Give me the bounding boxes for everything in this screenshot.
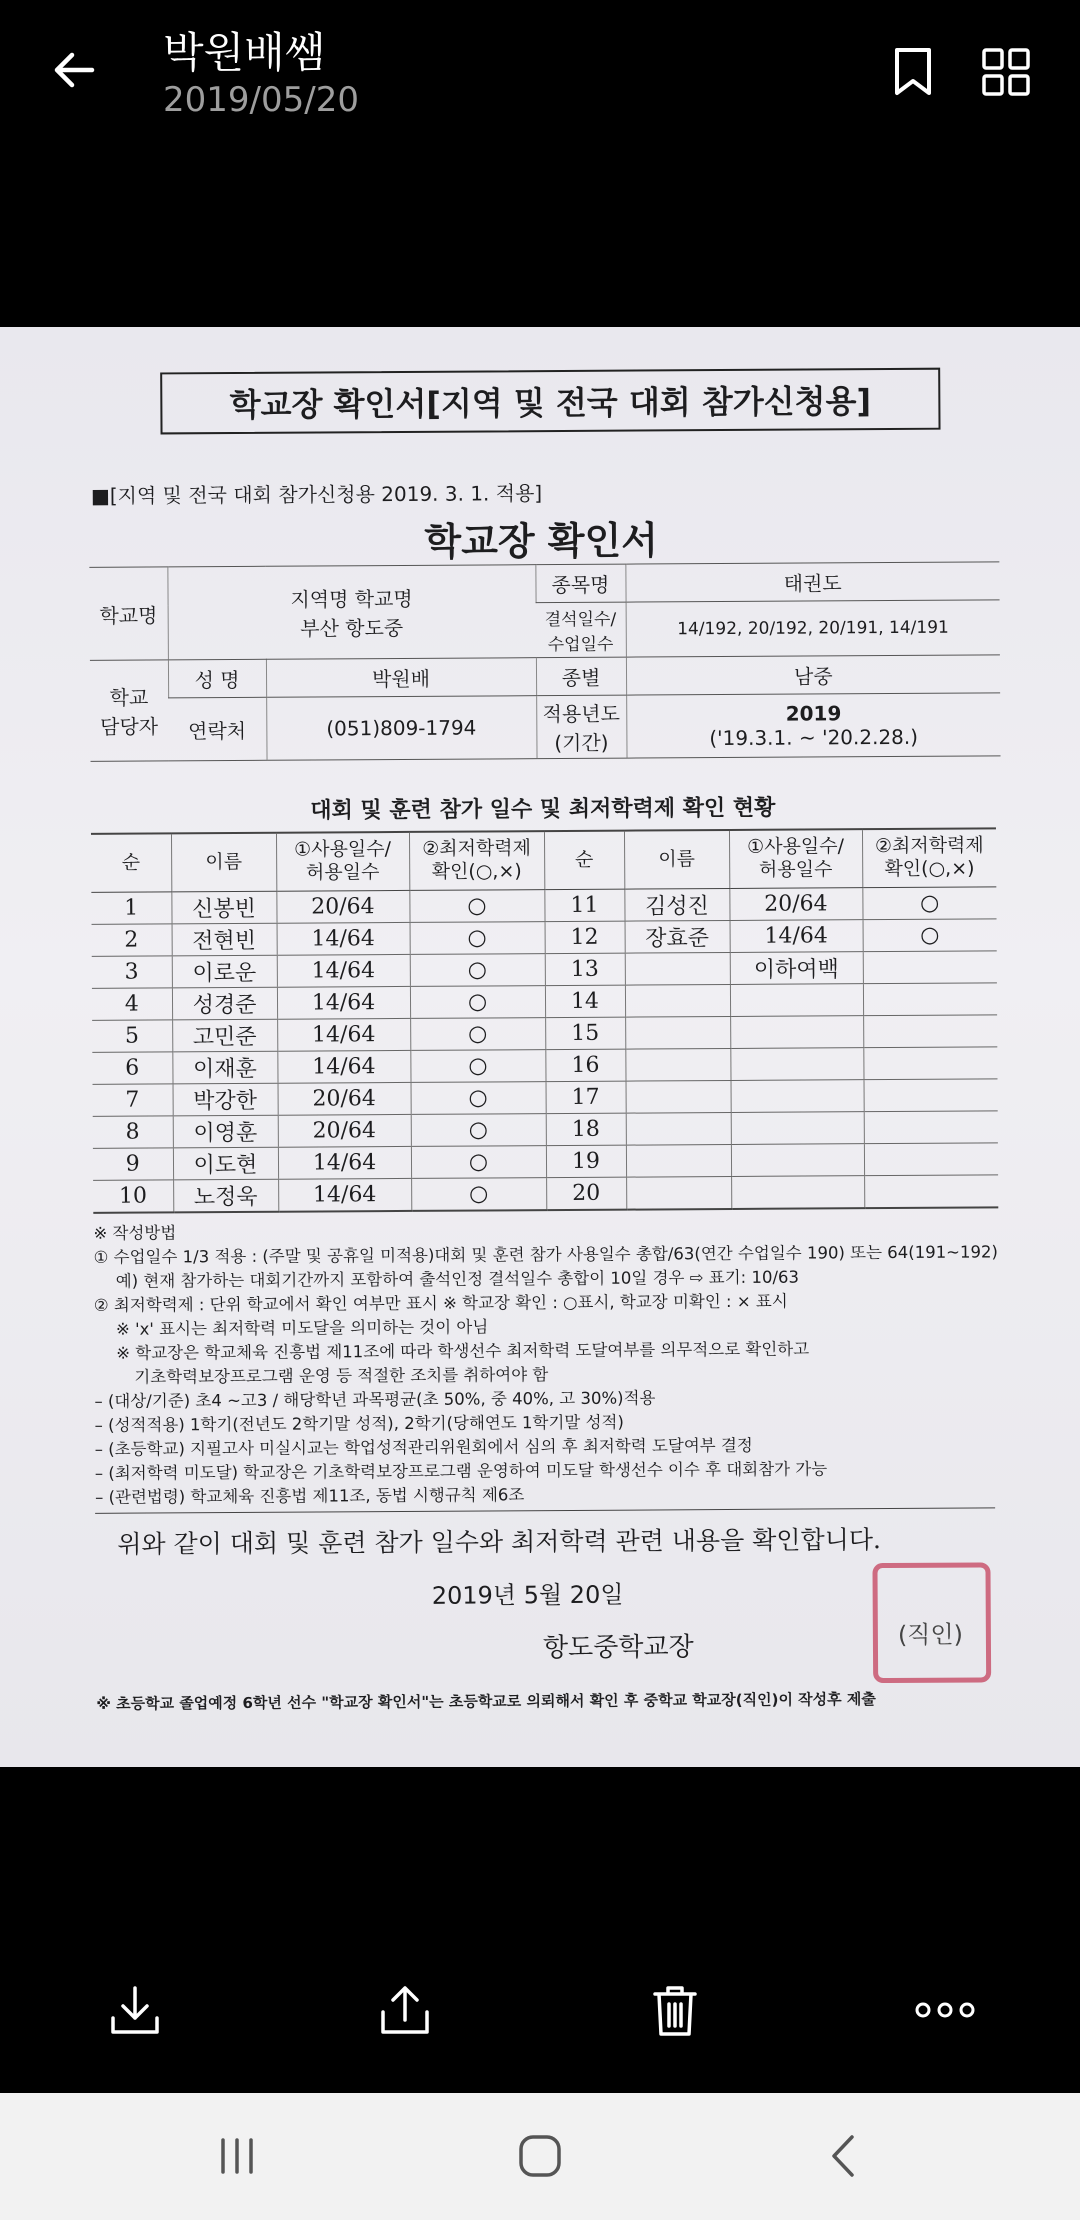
roster-days-cell: [731, 1079, 864, 1112]
roster-name-cell: [625, 1016, 730, 1049]
top-app-bar: [0, 0, 1080, 160]
nav-back-button[interactable]: [808, 2123, 878, 2189]
back-button[interactable]: [44, 40, 104, 100]
note-line: ① 수업일수 1/3 적용 : (주말 및 공휴일 미적용)대회 및 훈련 참가 사용일수 총합/63(연간 수업일수 190) 또는 64(191~192): [93, 1242, 998, 1267]
name-label: 성 명: [168, 659, 266, 698]
share-button[interactable]: [365, 1970, 445, 2050]
roster-check-cell: ○: [862, 886, 996, 919]
roster-no-cell: 19: [546, 1145, 626, 1177]
col-days: ①사용일수/ 허용일수: [276, 832, 409, 891]
more-icon: [915, 2000, 975, 2020]
roster-check-cell: ○: [410, 1049, 545, 1082]
col-name: 이름: [624, 830, 729, 889]
photo-view[interactable]: [0, 327, 1080, 1767]
sport-label: 종목명: [535, 564, 625, 603]
document-sub-heading: ■[지역 및 전국 대회 참가신청용 2019. 3. 1. 적용]: [90, 481, 543, 508]
roster-no-cell: 6: [92, 1051, 172, 1083]
info-table: [89, 561, 1000, 762]
recents-icon: [217, 2136, 257, 2176]
note-line: ② 최저학력제 : 단위 학교에서 확인 여부만 표시 ※ 학교장 확인 : ○표시, 학교장 미확인 : × 표시: [93, 1291, 788, 1315]
roster-name-cell: [626, 1144, 731, 1177]
sign-date: 2019년 5월 20일: [431, 1580, 624, 1610]
roster-days-cell: [731, 1175, 864, 1208]
roster-name-cell: 이재훈: [172, 1051, 277, 1084]
grid-view-button[interactable]: [978, 44, 1034, 100]
col-check: ②최저학력제 확인(○,×): [862, 828, 996, 887]
roster-no-cell: 5: [92, 1019, 172, 1051]
roster-no-cell: 3: [92, 955, 172, 987]
roster-check-cell: [864, 1174, 998, 1207]
bookmark-icon: [894, 47, 932, 97]
roster-days-cell: 14/64: [277, 954, 410, 987]
roster-days-cell: 14/64: [730, 919, 863, 952]
confirmation-text: 위와 같이 대회 및 훈련 참가 일수와 최저학력 관련 내용을 확인합니다.: [117, 1525, 882, 1559]
roster-no-cell: 14: [545, 985, 625, 1017]
roster-check-cell: [863, 1078, 997, 1111]
name-value: 박원배: [266, 658, 536, 698]
roster-days-cell: 14/64: [278, 1146, 411, 1179]
roster-name-cell: [626, 1112, 731, 1145]
download-button[interactable]: [95, 1970, 175, 2050]
roster-name-cell: [626, 1080, 731, 1113]
category-label: 종별: [536, 657, 626, 696]
roster-no-cell: 15: [545, 1017, 625, 1049]
roster-name-cell: [625, 984, 730, 1017]
roster-check-cell: ○: [411, 1145, 546, 1178]
home-button[interactable]: [505, 2123, 575, 2189]
bookmark-button[interactable]: [885, 40, 941, 104]
note-line: ※ 작성방법: [93, 1223, 177, 1243]
note-line: – (관련법령) 학교체육 진흥법 제11조, 동법 시행규칙 제6조: [94, 1485, 525, 1507]
roster-check-cell: ○: [410, 985, 545, 1018]
system-nav-bar: [0, 2093, 1080, 2220]
roster-name-cell: 김성진: [624, 888, 729, 921]
roster-name-cell: [625, 952, 730, 985]
sport-value: 태권도: [625, 562, 999, 602]
album-title: 박원배쌤: [163, 28, 326, 77]
roster-days-cell: 14/64: [277, 986, 410, 1019]
roster-days-cell: [730, 1015, 863, 1048]
roster-check-cell: ○: [409, 889, 544, 922]
trash-icon: [647, 1982, 703, 2038]
roster-no-cell: 7: [93, 1083, 173, 1115]
roster-check-cell: ○: [863, 918, 997, 951]
roster-check-cell: ○: [411, 1081, 546, 1114]
roster-name-cell: 박강한: [173, 1083, 278, 1116]
action-bar: [0, 1940, 1080, 2090]
roster-days-cell: [730, 1047, 863, 1080]
roster-check-cell: [864, 1142, 998, 1175]
year-value: 2019 ('19.3.1. ~ '20.2.28.): [626, 693, 1000, 758]
roster-name-cell: 장효준: [625, 920, 730, 953]
document-title: 학교장 확인서: [424, 518, 659, 564]
photo-date: 2019/05/20: [163, 80, 359, 120]
roster-no-cell: 17: [546, 1081, 626, 1113]
roster-check-cell: [863, 1046, 997, 1079]
roster-check-cell: ○: [411, 1177, 546, 1210]
roster-no-cell: 12: [545, 921, 625, 953]
roster-name-cell: 전현빈: [172, 923, 277, 956]
roster-no-cell: 4: [92, 987, 172, 1019]
note-line: – (대상/기준) 초4 ~고3 / 해당학년 과목평균(초 50%, 중 40%, 고 30%)적용: [94, 1388, 656, 1411]
col-name: 이름: [171, 833, 276, 892]
col-days: ①사용일수/ 허용일수: [729, 829, 862, 888]
recents-button[interactable]: [202, 2123, 272, 2189]
col-check: ②최저학력제 확인(○,×): [409, 831, 544, 890]
roster-check-cell: ○: [411, 1113, 546, 1146]
roster-no-cell: 16: [545, 1049, 625, 1081]
col-no: 순: [544, 831, 624, 889]
document: [70, 339, 1019, 1745]
roster-name-cell: 노정욱: [173, 1179, 278, 1212]
school-value: 지역명 학교명 부산 항도중: [167, 565, 536, 660]
roster-days-cell: 14/64: [277, 922, 410, 955]
delete-button[interactable]: [635, 1970, 715, 2050]
principal-name: 항도중학교장: [542, 1632, 694, 1664]
roster-table: [91, 827, 998, 1213]
note-line: ※ 'x' 표시는 최저학력 미도달을 의미하는 것이 아님: [115, 1317, 489, 1339]
roster-name-cell: [625, 1048, 730, 1081]
absence-label: 결석일수/ 수업일수: [536, 602, 626, 658]
section-title: 대회 및 훈련 참가 일수 및 최저학력제 확인 현황: [310, 795, 776, 824]
note-line: 예) 현재 참가하는 대회기간까지 포함하여 출석인정 결석일수 총합이 10일 경우 ⇨ 표기: 10/63: [115, 1267, 800, 1291]
note-line: – (최저학력 미도달) 학교장은 기초학력보장프로그램 운영하여 미도달 학생선수 이수 후 대회참가 가능: [94, 1459, 828, 1483]
roster-check-cell: [864, 1110, 998, 1143]
roster-check-cell: [863, 950, 997, 983]
contact-value: (051)809-1794: [266, 696, 536, 761]
roster-days-cell: [730, 983, 863, 1016]
contact-label: 연락처: [168, 697, 266, 761]
roster-name-cell: 고민준: [172, 1019, 277, 1052]
more-button[interactable]: [905, 1970, 985, 2050]
roster-days-cell: 20/64: [729, 887, 862, 920]
col-no: 순: [91, 833, 171, 891]
roster-no-cell: 11: [544, 889, 624, 921]
roster-days-cell: 20/64: [278, 1114, 411, 1147]
note-line: 기초학력보장프로그램 운영 등 적절한 조치를 취하여야 함: [134, 1365, 549, 1387]
roster-no-cell: 9: [93, 1147, 173, 1179]
roster-no-cell: 20: [546, 1177, 626, 1210]
roster-check-cell: [863, 1014, 997, 1047]
roster-days-cell: 14/64: [277, 1018, 410, 1051]
home-icon: [517, 2133, 563, 2179]
roster-no-cell: 18: [546, 1113, 626, 1145]
footnote: ※ 초등학교 졸업예정 6학년 선수 "학교장 확인서"는 초등학교로 의뢰해서 확인 후 중학교 학교장(직인)이 작성후 제출: [96, 1690, 876, 1713]
download-icon: [107, 1982, 163, 2038]
roster-days-cell: 20/64: [276, 890, 409, 923]
roster-days-cell: [731, 1111, 864, 1144]
category-value: 남중: [626, 655, 1000, 695]
roster-name-cell: 이로운: [172, 955, 277, 988]
roster-check-cell: [863, 982, 997, 1015]
roster-no-cell: 1: [91, 891, 171, 923]
roster-days-cell: [731, 1143, 864, 1176]
table-row: [93, 1174, 998, 1212]
roster-days-cell: 20/64: [278, 1082, 411, 1115]
document-box-title: 학교장 확인서[지역 및 전국 대회 참가신청용]: [160, 368, 940, 435]
roster-name-cell: 이영훈: [173, 1115, 278, 1148]
share-icon: [377, 1982, 433, 2038]
arrow-left-icon: [50, 46, 98, 94]
writing-notes: [93, 1216, 1005, 1510]
year-label: 적용년도 (기간): [536, 695, 626, 759]
roster-check-cell: ○: [410, 921, 545, 954]
roster-check-cell: ○: [410, 953, 545, 986]
roster-check-cell: ○: [410, 1017, 545, 1050]
grid-icon: [982, 48, 1030, 96]
roster-name-cell: 이도현: [173, 1147, 278, 1180]
note-line: – (성적적용) 1학기(전년도 2학기말 성적), 2학기(당해연도 1학기말 성적): [94, 1412, 624, 1435]
roster-no-cell: 8: [93, 1115, 173, 1147]
roster-days-cell: 이하여백: [730, 951, 863, 984]
roster-days-cell: 14/64: [278, 1178, 411, 1211]
roster-name-cell: 신봉빈: [171, 891, 276, 924]
roster-no-cell: 13: [545, 953, 625, 985]
roster-name-cell: 성경준: [172, 987, 277, 1020]
roster-no-cell: 2: [92, 923, 172, 955]
roster-no-cell: 10: [93, 1179, 173, 1212]
school-label: 학교명: [89, 567, 168, 660]
nav-back-icon: [828, 2133, 858, 2179]
note-line: ※ 학교장은 학교체육 진흥법 제11조에 따라 학생선수 최저학력 도달여부를 의무적으로 확인하고: [116, 1339, 810, 1363]
absence-value: 14/192, 20/192, 20/191, 14/191: [626, 600, 1000, 657]
roster-header-row: [91, 828, 996, 892]
roster-days-cell: 14/64: [277, 1050, 410, 1083]
roster-name-cell: [626, 1176, 731, 1209]
manager-label: 학교 담당자: [90, 660, 169, 761]
seal-label: (직인): [897, 1620, 964, 1649]
note-line: – (초등학교) 지필고사 미실시교는 학업성적관리위원회에서 심의 후 최저학력 도달여부 결정: [94, 1435, 753, 1459]
